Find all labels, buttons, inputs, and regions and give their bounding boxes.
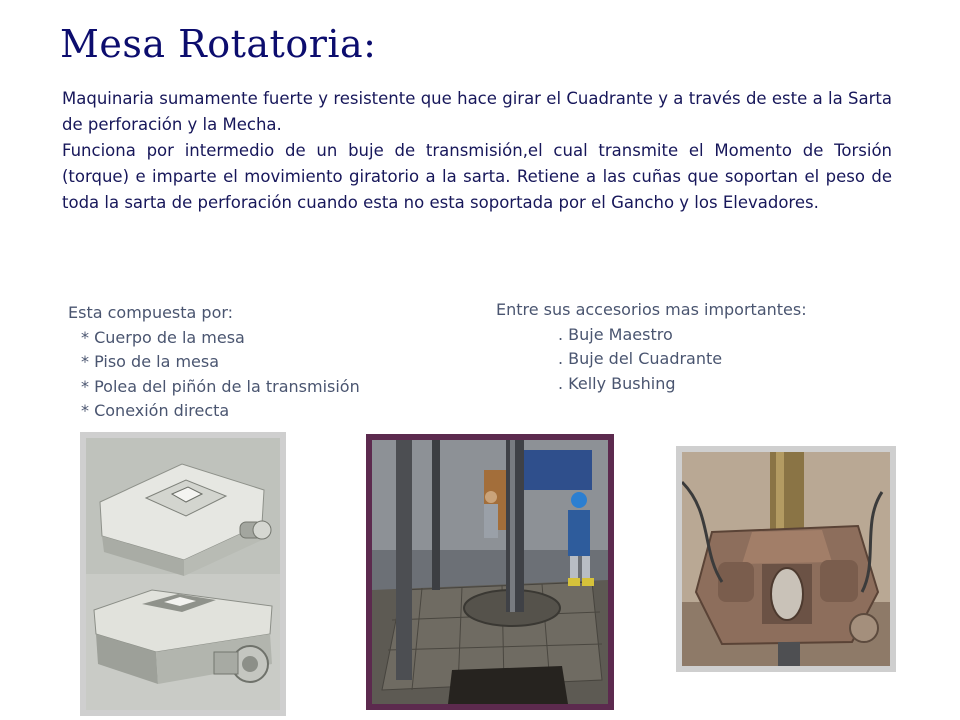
rig-floor-image [372,440,608,704]
description-text [62,86,892,216]
accessories-heading: Entre sus accesorios mas importantes: [496,300,807,319]
accessory-item: . Buje del Cuadrante [558,349,723,368]
accessories-list [496,298,807,396]
accessory-item: . Buje Maestro [558,324,673,344]
composition-item: * Polea del piñón de la transmisión [81,376,360,396]
rotary-table-photo [80,432,286,716]
rotary-table-image [86,438,280,710]
kelly-bushing-photo [676,446,896,672]
paragraph-1: Maquinaria sumamente fuerte y resistente que hace girar el Cuadrante y a través de este a la Sarta de perforación y la Mecha. [62,89,892,134]
composition-item: * Conexión directa [81,401,230,420]
rig-floor-photo [366,434,614,710]
slide-title: Mesa Rotatoria: [60,22,377,66]
composition-item: * Piso de la mesa [81,352,220,371]
composition-heading: Esta compuesta por: [68,303,234,322]
composition-item: * Cuerpo de la mesa [81,327,245,347]
accessory-item: . Kelly Bushing [558,373,676,393]
composition-list [68,301,360,424]
paragraph-2: Funciona por intermedio de un buje de transmisión,el cual transmite el Momento de Torsión (torque) e imparte el movimiento giratorio a la sarta. Retiene a las cuñas que soportan el peso de toda la sarta de perforación cuando esta no esta soportada por el Gancho y los Elevadores. [62,141,892,212]
kelly-bushing-image [682,452,890,666]
